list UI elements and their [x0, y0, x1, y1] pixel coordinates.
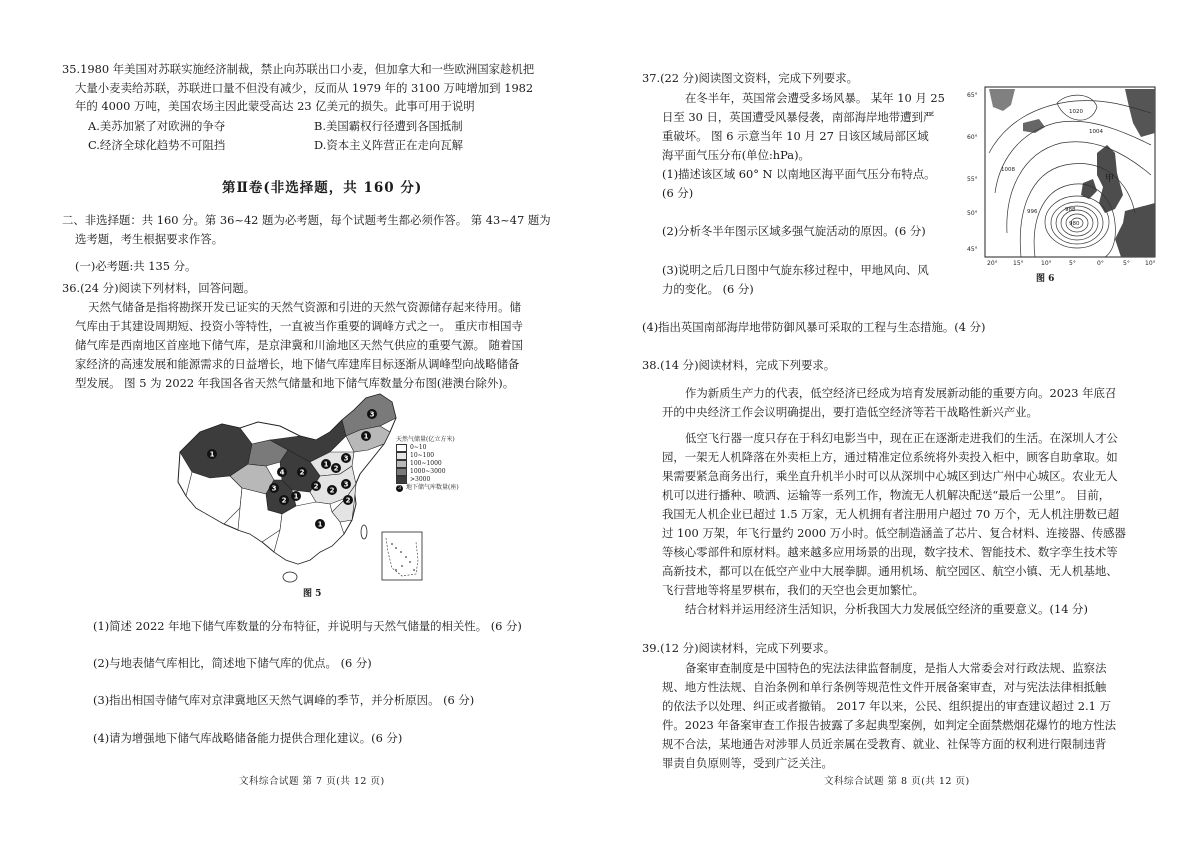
longitude-labels — [987, 260, 1156, 267]
isobar-label: 1020 — [1069, 109, 1083, 115]
instructions-line-2: 选考题，考生根据要求作答。 — [75, 232, 224, 246]
legend-swatch — [396, 452, 407, 460]
svg-text:2: 2 — [329, 486, 335, 495]
legend-item — [396, 476, 466, 484]
q38-p2-line-2: 园，一架无人机降落在外卖柜上方，通过精准定位系统将外卖投入柜中，顾客自助拿取。如 — [662, 450, 1118, 464]
legend-item — [396, 460, 466, 468]
storage-marker — [291, 491, 301, 501]
lat-label: 60° — [967, 134, 978, 141]
storage-marker — [207, 449, 217, 459]
storage-marker — [341, 479, 351, 489]
lon-label: 10° — [1145, 260, 1156, 267]
q38-p2-line-4: 机可以进行播种、喷洒、运输等一系列工作，物流无人机解决配送“最后一公里”。 目前， — [662, 488, 1111, 502]
storage-marker — [269, 483, 279, 493]
q36-line-4: 家经济的高速发展和能源需求的日益增长，地下储气库建库目标逐渐从调峰型向战略储备 — [75, 357, 520, 371]
right-page-footer: 文科综合试题 第 8 页(共 12 页) — [824, 776, 970, 787]
storage-marker — [343, 495, 353, 505]
svg-text:1: 1 — [209, 450, 215, 459]
legend-label: 1000~3000 — [410, 468, 446, 475]
legend-label: 0~10 — [410, 444, 427, 451]
right-page — [600, 0, 1200, 848]
legend-item — [396, 444, 466, 452]
storage-marker — [311, 481, 321, 491]
lon-label: 5° — [1123, 260, 1130, 267]
place-label-jia: 甲 — [1105, 174, 1115, 184]
q39-line-6: 罪责自负原则等，受到广泛关注。 — [662, 756, 833, 770]
isobar-label: 1004 — [1089, 129, 1103, 135]
q37-sub-1-score: (6 分) — [662, 186, 694, 200]
svg-text:3: 3 — [343, 454, 349, 463]
q36-header: 36.(24 分)阅读下列材料，回答问题。 — [62, 281, 256, 295]
q37-line-1: 在冬半年，英国常会遭受多场风暴。 某年 10 月 25 — [685, 91, 945, 105]
q38-p2-line-1: 低空飞行器一度只存在于科幻电影当中，现在正在逐渐走进我们的生活。在深圳人才公 — [685, 431, 1118, 445]
q39-line-3: 的依法予以处理、纠正或者撤销。 2017 年以来，公民、组织提出的审查建议超过 2.1 万 — [662, 699, 1111, 713]
storage-marker — [327, 485, 337, 495]
q35-line-1: 35.1980 年美国对苏联实施经济制裁，禁止向苏联出口小麦，但加拿大和一些欧洲国家趁机把 — [62, 62, 535, 76]
lat-label: 45° — [967, 246, 978, 253]
q36-line-3: 储气库是西南地区首座地下储气库，是京津冀和川渝地区天然气供应的重要气源。 随着国 — [75, 338, 523, 352]
legend-item — [396, 452, 466, 460]
storage-marker — [279, 495, 289, 505]
figure-5-map — [170, 392, 460, 592]
q36-sub-3: (3)指出相国寺储气库对京津冀地区天然气调峰的季节，并分析原因。 (6 分) — [93, 693, 475, 707]
q36-line-5: 型发展。 图 5 为 2022 年我国各省天然气储量和地下储气库数量分布图(港澳台除外)。 — [75, 376, 515, 390]
storage-marker — [277, 467, 287, 477]
q36-line-1: 天然气储备是指将勘探开发已证实的天然气资源和引进的天然气资源储存起来待用。储 — [88, 300, 521, 314]
q35-option-b[interactable]: B.美国霸权行径遭到各国抵制 — [314, 119, 463, 133]
isobar-label: 988 — [1065, 207, 1076, 213]
q37-line-3: 重破坏。 图 6 示意当年 10 月 27 日该区域局部区域 — [662, 129, 929, 143]
svg-text:4: 4 — [279, 468, 285, 477]
svg-text:2: 2 — [345, 496, 351, 505]
lat-label: 50° — [967, 210, 978, 217]
lon-label: 5° — [1069, 260, 1076, 267]
q37-sub-3-line-1: (3)说明之后几日图中气旋东移过程中，甲地风向、风 — [662, 263, 929, 277]
legend-item — [396, 484, 466, 492]
svg-text:2: 2 — [333, 464, 339, 473]
legend-swatch — [396, 460, 407, 468]
q37-sub-3-line-2: 力的变化。 (6 分) — [662, 282, 754, 296]
storage-marker — [341, 453, 351, 463]
q36-sub-2: (2)与地表储气库相比，简述地下储气库的优点。 (6 分) — [93, 656, 372, 670]
legend-swatch — [396, 468, 407, 476]
q39-line-4: 件。2023 年备案审查工作报告披露了多起典型案例，如判定全面禁燃烟花爆竹的地方性法 — [662, 718, 1117, 732]
q37-line-2: 日至 30 日，英国遭受风暴侵袭，南部海岸地带遭到严 — [662, 110, 935, 124]
legend-label: 100~1000 — [410, 460, 442, 467]
q38-p2-line-6: 过 100 万架，年飞行量约 2000 万小时。低空制造涵盖了芯片、复合材料、连接器、传感器 — [662, 526, 1126, 540]
svg-text:2: 2 — [313, 482, 319, 491]
q38-p1-line-2: 开的中央经济工作会议明确提出，要打造低空经济等若干战略性新兴产业。 — [662, 405, 1038, 419]
q35-line-2: 大量小麦卖给苏联，苏联进口量不但没有减少，反而从 1979 年的 3100 万吨增加到 1982 — [75, 80, 534, 95]
svg-text:3: 3 — [343, 480, 349, 489]
storage-marker — [321, 459, 331, 469]
q38-p2-line-7: 等核心零部件和原材料。越来越多应用场景的出现，数字技术、智能技术、数字孪生技术等 — [662, 545, 1118, 559]
q38-p2-line-8: 高新技术，都可以在低空产业中大展拳脚。通用机场、航空园区、航空小镇、无人机基地、 — [662, 564, 1118, 578]
q37-header: 37.(22 分)阅读图文资料，完成下列要求。 — [642, 71, 858, 85]
legend-item — [396, 468, 466, 476]
q37-sub-2: (2)分析冬半年图示区域多强气旋活动的原因。(6 分) — [662, 224, 926, 238]
q38-p2-line-5: 我国无人机企业已超过 1.5 万家，无人机拥有者注册用户超过 70 万个，无人机注册数已超 — [662, 507, 1120, 521]
svg-text:1: 1 — [293, 492, 299, 501]
lon-label: 0° — [1097, 260, 1104, 267]
legend-label: >3000 — [410, 476, 431, 483]
lat-label: 65° — [967, 92, 978, 99]
svg-text:2: 2 — [299, 468, 305, 477]
storage-marker — [367, 409, 377, 419]
q39-line-5: 规不合法，某地通告对涉罪人员近亲属在受教育、就业、社保等方面的权利进行限制违背 — [662, 737, 1107, 751]
q36-sub-1: (1)简述 2022 年地下储气库数量的分布特征，并说明与天然气储量的相关性。 (6 分) — [93, 619, 522, 633]
legend-swatch — [396, 444, 407, 452]
q39-line-2: 规、地方性法规、自治条例和单行条例等规范性文件开展备案审查，对与宪法法律相抵触 — [662, 680, 1107, 694]
isobar-label: 980 — [1069, 221, 1080, 227]
latitude-labels — [967, 92, 978, 253]
storage-marker — [361, 431, 371, 441]
isobar-map-svg — [965, 83, 1165, 268]
china-map-svg — [170, 392, 460, 592]
svg-text:3: 3 — [271, 484, 277, 493]
q39-line-1: 备案审查制度是中国特色的宪法法律监督制度，是指人大常委会对行政法规、监察法 — [685, 661, 1107, 675]
part2-title: 第Ⅱ卷(非选择题，共 160 分) — [222, 180, 423, 196]
storage-marker — [315, 519, 325, 529]
q36-sub-4: (4)请为增强地下储气库战略储备能力提供合理化建议。(6 分) — [93, 731, 403, 745]
isobar-label: 1008 — [1001, 167, 1015, 173]
legend-title: 天然气储量(亿立方米) — [396, 436, 455, 443]
south-china-sea-inset — [382, 532, 422, 580]
svg-text:1: 1 — [323, 460, 329, 469]
left-page-footer: 文科综合试题 第 7 页(共 12 页) — [239, 776, 385, 787]
q38-prompt: 结合材料并运用经济生活知识，分析我国大力发展低空经济的重要意义。(14 分) — [685, 602, 1088, 616]
q38-p2-line-3: 果需要紧急商务出行，乘坐直升机半小时可以从深圳中心城区到达广州中心城区。农业无人 — [662, 469, 1118, 483]
figure-6-map — [965, 83, 1165, 283]
svg-text:1: 1 — [317, 520, 323, 529]
lat-label: 55° — [967, 176, 978, 183]
legend-label: 地下储气库数量(座) — [406, 484, 459, 491]
legend-swatch — [396, 476, 407, 484]
figure-6-caption: 图 6 — [1036, 274, 1055, 284]
q38-header: 38.(14 分)阅读材料，完成下列要求。 — [642, 358, 836, 372]
lon-label: 15° — [1013, 260, 1024, 267]
required-heading: (一)必考题:共 135 分。 — [75, 259, 197, 273]
q37-sub-1: (1)描述该区域 60° N 以南地区海平面气压分布特点。 — [662, 167, 936, 181]
region-taiwan — [361, 525, 367, 539]
svg-text:1: 1 — [363, 432, 369, 441]
q37-sub-4: (4)指出英国南部海岸地带防御风暴可采取的工程与生态措施。(4 分) — [642, 320, 986, 334]
q35-option-c[interactable]: C.经济全球化趋势不可阻挡 — [88, 138, 226, 152]
map-legend — [396, 436, 466, 492]
storage-marker — [297, 467, 307, 477]
q35-option-d[interactable]: D.资本主义阵营正在走向瓦解 — [314, 138, 464, 152]
q38-p2-line-9: 飞行营地等将星罗棋布，我们的天空也会更加繁忙。 — [662, 583, 924, 597]
q38-p1-line-1: 作为新质生产力的代表，低空经济已经成为培育发展新动能的重要方向。2023 年底召 — [685, 386, 1117, 400]
q39-header: 39.(12 分)阅读材料，完成下列要求。 — [642, 641, 836, 655]
figure-5-caption: 图 5 — [303, 589, 322, 599]
legend-label: 10~100 — [410, 452, 435, 459]
lon-label: 20° — [987, 260, 998, 267]
region-hainan — [283, 572, 297, 582]
svg-text:2: 2 — [281, 496, 287, 505]
svg-text:3: 3 — [369, 410, 375, 419]
storage-marker — [331, 463, 341, 473]
lon-label: 10° — [1041, 260, 1052, 267]
q35-line-3: 年的 4000 万吨，美国农场主因此蒙受高达 23 亿美元的损失。此事可用于说明 — [75, 99, 475, 113]
q36-line-2: 气库由于其建设周期短、投资小等特性，一直被当作重要的调峰方式之一。 重庆市相国寺 — [75, 319, 523, 333]
q35-option-a[interactable]: A.美苏加紧了对欧洲的争夺 — [88, 119, 226, 133]
legend-marker-icon: 3 — [397, 484, 402, 491]
q37-line-4: 海平面气压分布(单位:hPa)。 — [662, 148, 810, 162]
instructions-line-1: 二、非选择题：共 160 分。第 36~42 题为必考题，每个试题考生都必须作答。 第 43~47 题为 — [62, 213, 551, 227]
isobar-label: 996 — [1027, 209, 1038, 215]
